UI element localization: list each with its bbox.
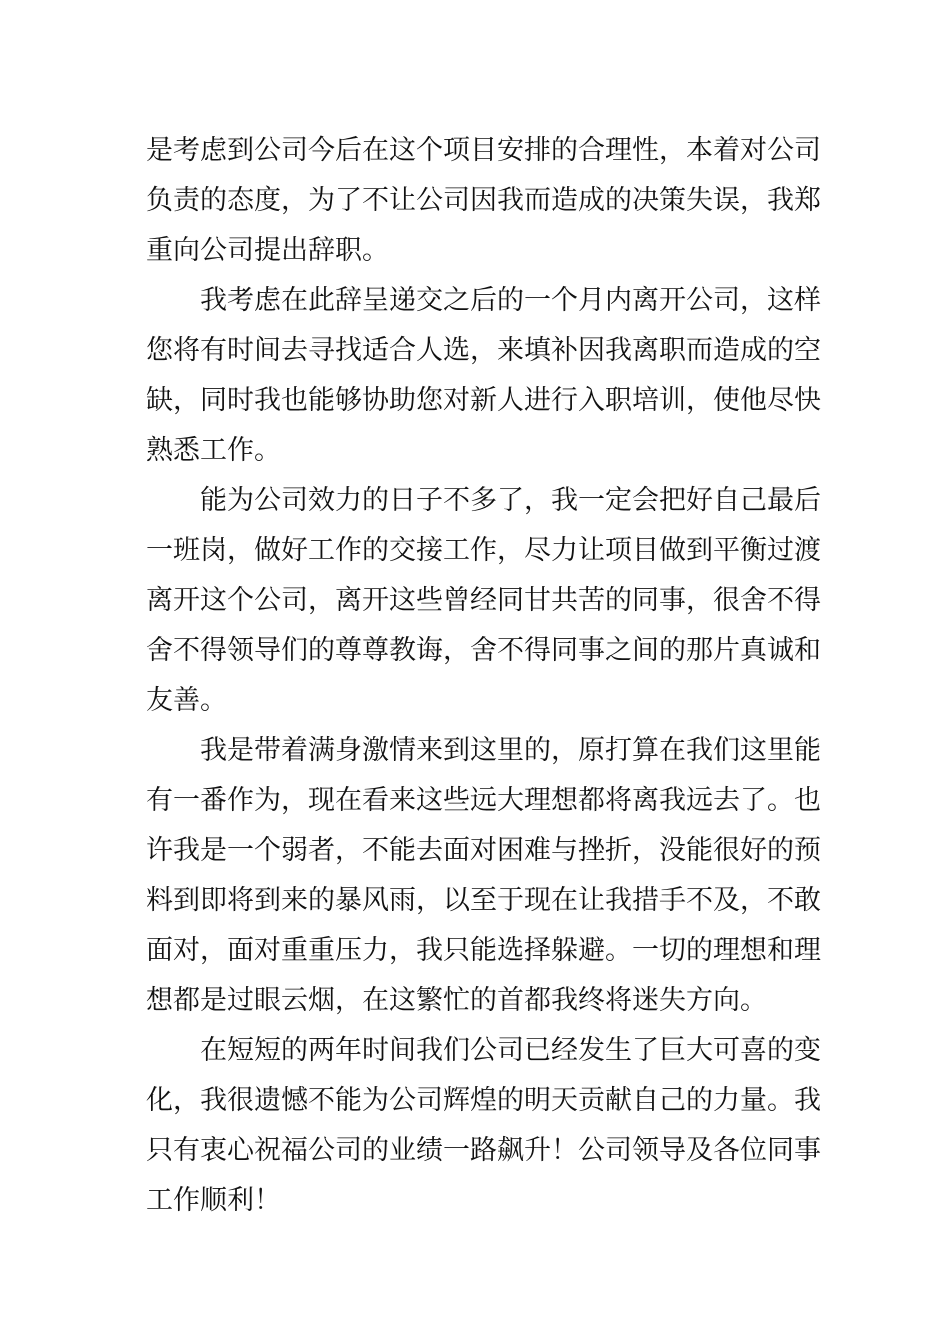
text-line: 化，我很遗憾不能为公司辉煌的明天贡献自己的力量。我 bbox=[146, 1085, 821, 1116]
text-line: 是考虑到公司今后在这个项目安排的合理性，本着对公司 bbox=[146, 135, 821, 166]
text-line: 在短短的两年时间我们公司已经发生了巨大可喜的变 bbox=[200, 1035, 821, 1066]
text-line: 只有衷心祝福公司的业绩一路飙升！公司领导及各位同事 bbox=[146, 1135, 821, 1166]
text-line: 离开这个公司，离开这些曾经同甘共苦的同事，很舍不得 bbox=[146, 585, 821, 616]
document-body bbox=[146, 126, 821, 1226]
paragraph-5 bbox=[146, 1026, 821, 1226]
paragraph-4 bbox=[146, 726, 821, 1026]
text-line: 有一番作为，现在看来这些远大理想都将离我远去了。也 bbox=[146, 785, 821, 816]
text-line: 负责的态度，为了不让公司因我而造成的决策失误，我郑 bbox=[146, 185, 821, 216]
text-line: 熟悉工作。 bbox=[146, 435, 281, 466]
text-line: 友善。 bbox=[146, 685, 227, 716]
text-line: 能为公司效力的日子不多了，我一定会把好自己最后 bbox=[200, 485, 821, 516]
text-line: 工作顺利！ bbox=[146, 1185, 281, 1216]
text-line: 缺，同时我也能够协助您对新人进行入职培训，使他尽快 bbox=[146, 385, 821, 416]
text-line: 面对，面对重重压力，我只能选择躲避。一切的理想和理 bbox=[146, 935, 821, 966]
text-line: 您将有时间去寻找适合人选，来填补因我离职而造成的空 bbox=[146, 335, 821, 366]
text-line: 我考虑在此辞呈递交之后的一个月内离开公司，这样 bbox=[200, 285, 821, 316]
text-line: 我是带着满身激情来到这里的，原打算在我们这里能 bbox=[200, 735, 821, 766]
text-line: 想都是过眼云烟，在这繁忙的首都我终将迷失方向。 bbox=[146, 985, 767, 1016]
text-line: 一班岗，做好工作的交接工作，尽力让项目做到平衡过渡 bbox=[146, 535, 821, 566]
paragraph-1 bbox=[146, 126, 821, 276]
text-line: 舍不得领导们的尊尊教诲，舍不得同事之间的那片真诚和 bbox=[146, 635, 821, 666]
text-line: 重向公司提出辞职。 bbox=[146, 235, 389, 266]
text-line: 许我是一个弱者，不能去面对困难与挫折，没能很好的预 bbox=[146, 835, 821, 866]
text-line: 料到即将到来的暴风雨，以至于现在让我措手不及，不敢 bbox=[146, 885, 821, 916]
paragraph-2 bbox=[146, 276, 821, 476]
paragraph-3 bbox=[146, 476, 821, 726]
